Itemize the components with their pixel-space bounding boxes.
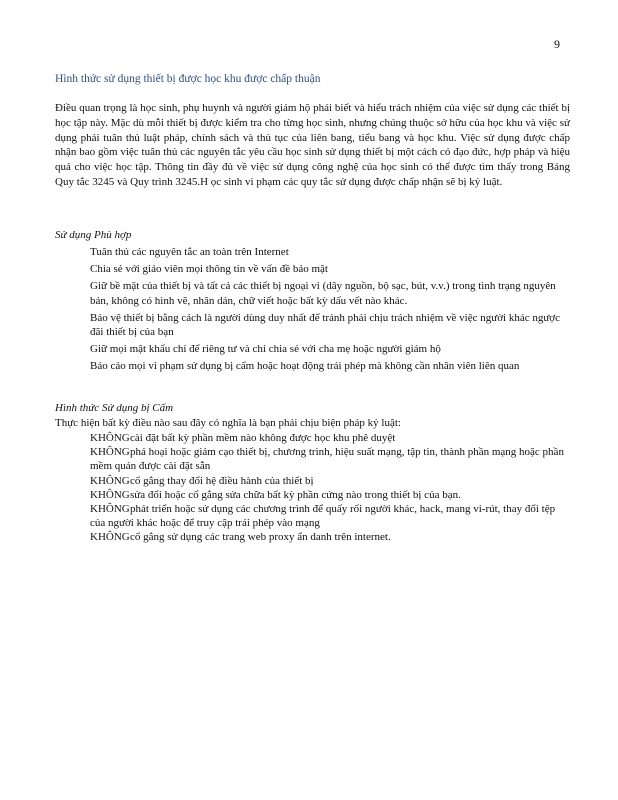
prohibited-use-item-text: phát triển hoặc sử dụng các chương trình để quấy rối người khác, hack, mang vi-rút, thay đổi tệp của người khác hoặc để truy cập trái phép vào mạng bbox=[90, 503, 556, 530]
prohibited-keyword: KHÔNG bbox=[90, 503, 130, 516]
prohibited-use-item bbox=[74, 431, 566, 445]
prohibited-keyword: KHÔNG bbox=[90, 531, 130, 544]
appropriate-use-item bbox=[74, 245, 566, 259]
prohibited-use-item-text: cố gắng thay đổi hệ điều hành của thiết bị bbox=[130, 474, 314, 487]
prohibited-use-list bbox=[74, 431, 566, 545]
prohibited-use-item bbox=[74, 445, 566, 473]
prohibited-use-item bbox=[74, 502, 566, 530]
prohibited-use-item-text: cài đặt bất kỳ phần mềm nào không được học khu phê duyệt bbox=[130, 432, 396, 444]
prohibited-keyword: KHÔNG bbox=[90, 474, 130, 487]
appropriate-use-item-text: Báo cáo mọi vi phạm sử dụng bị cấm hoặc hoạt động trái phép mà không cần nhân viên liên quan bbox=[90, 360, 520, 373]
prohibited-use-item-text: cố gắng sử dụng các trang web proxy ẩn danh trên internet. bbox=[130, 531, 391, 544]
page-number: 9 bbox=[554, 37, 560, 51]
prohibited-intro: Thực hiện bất kỳ điều nào sau đây có nghĩa là bạn phải chịu biện pháp kỷ luật: bbox=[55, 417, 401, 429]
appropriate-use-item bbox=[74, 262, 566, 276]
appropriate-use-item-text: Giữ mọi mật khẩu chỉ để riêng tư và chỉ chia sẻ với cha mẹ hoặc người giám hộ bbox=[90, 343, 441, 356]
prohibited-use-item bbox=[74, 488, 566, 502]
appropriate-use-list bbox=[74, 245, 566, 377]
prohibited-keyword: KHÔNG bbox=[90, 488, 130, 501]
appropriate-use-item bbox=[74, 279, 566, 307]
appropriate-use-item bbox=[74, 311, 566, 339]
appropriate-use-item-text: Giữ bề mặt của thiết bị và tất cả các thiết bị ngoại vi (dây nguồn, bộ sạc, bút, v.v.) trong tình trạng nguyên bản, không có hình vẽ, nhãn dán, chữ viết hoặc bất kỳ dấu vết nào khác. bbox=[90, 280, 556, 307]
prohibited-use-item bbox=[74, 530, 566, 544]
appropriate-use-item-text: Chia sẻ với giáo viên mọi thông tin về vấn đề bảo mật bbox=[90, 263, 328, 276]
intro-paragraph: Điều quan trọng là học sinh, phụ huynh và người giám hộ phải biết và hiểu trách nhiệm của việc sử dụng các thiết bị học tập này. Mặc dù mỗi thiết bị được kiểm tra cho từng học sinh, nhưng chúng thuộc sở hữu của học khu và việc sử dụng phải tuân thủ luật pháp, chính sách và thủ tục của liên bang, tiểu bang và học khu. Việc sử dụng được chấp nhận bao gồm việc tuân thủ các nguyên tắc yêu cầu học sinh sử dụng thiết bị một cách có đạo đức, hợp pháp và hiệu quả cho việc học tập. Thông tin đầy đủ về việc sử dụng công nghệ của học sinh có thể được tìm thấy trong Bảng Quy tắc 3245 và Quy trình 3245.H ọc sinh vi phạm các quy tắc sử dụng được chấp nhận sẽ bị kỷ luật. bbox=[55, 102, 570, 188]
prohibited-use-item-text: sửa đổi hoặc cố gắng sửa chữa bất kỳ phần cứng nào trong thiết bị của bạn. bbox=[130, 488, 461, 501]
appropriate-use-heading: Sử dụng Phù hợp bbox=[55, 229, 132, 241]
prohibited-use-heading: Hình thức Sử dụng bị Cấm bbox=[55, 402, 174, 414]
appropriate-use-item-text: Tuân thủ các nguyên tắc an toàn trên Internet bbox=[90, 246, 289, 258]
prohibited-keyword: KHÔNG bbox=[90, 446, 130, 459]
prohibited-use-item-text: phá hoại hoặc giảm cạo thiết bị, chương trình, hiệu suất mạng, tập tin, thành phần mạng hoặc phần mềm quản được cài đặt sẵn bbox=[90, 446, 564, 473]
prohibited-use-item bbox=[74, 474, 566, 488]
appropriate-use-item bbox=[74, 359, 566, 373]
prohibited-keyword: KHÔNG bbox=[90, 432, 130, 444]
appropriate-use-item-text: Bảo vệ thiết bị bằng cách là người dùng duy nhất để tránh phải chịu trách nhiệm về việc người khác ngược đãi thiết bị của bạn bbox=[90, 311, 561, 339]
section-title: Hình thức sử dụng thiết bị được học khu được chấp thuận bbox=[55, 73, 321, 85]
appropriate-use-item bbox=[74, 342, 566, 356]
